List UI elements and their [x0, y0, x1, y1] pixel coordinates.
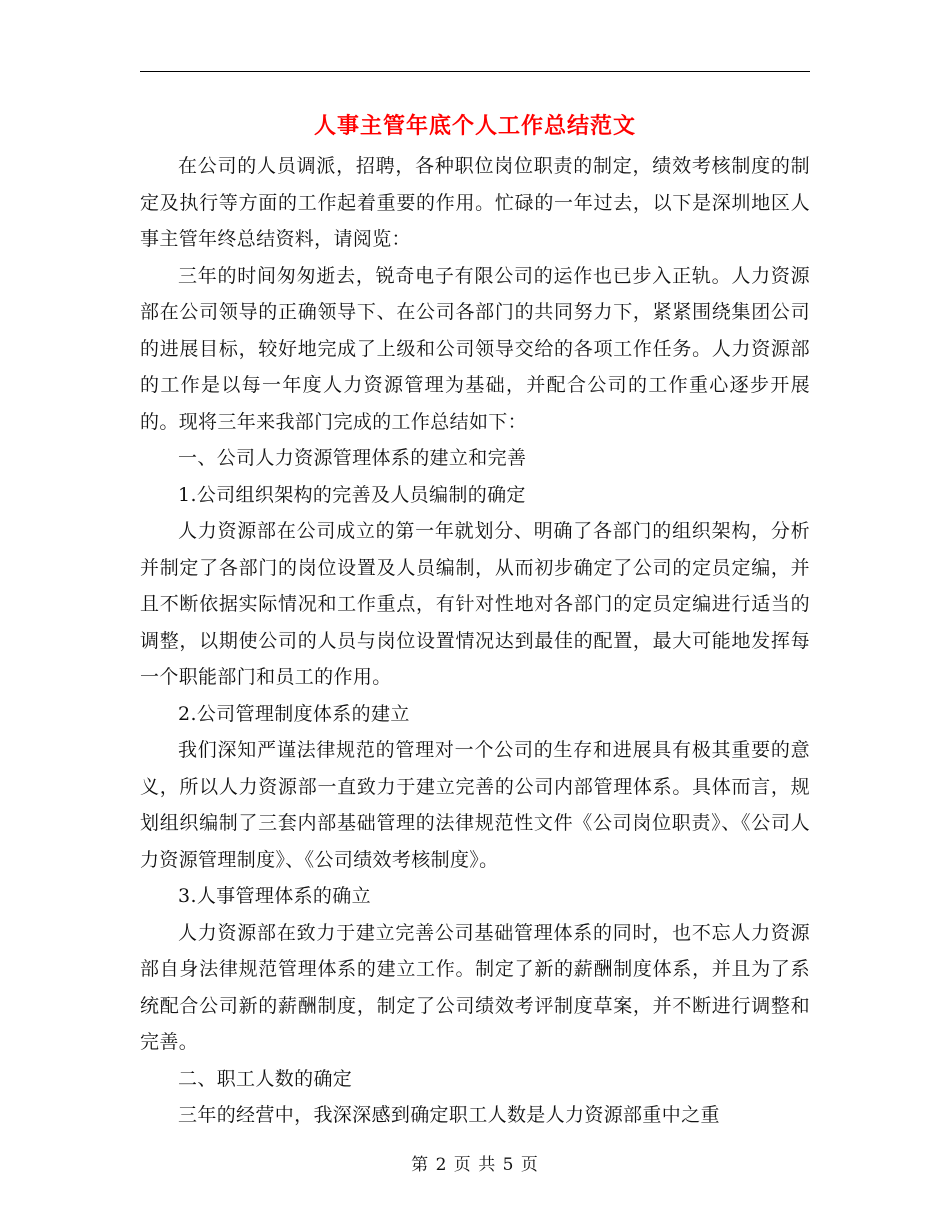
subsection-heading-1-2: 2.公司管理制度体系的建立: [178, 702, 410, 725]
body-paragraph: 人力资源部在公司成立的第一年就划分、明确了各部门的组织架构，分析并制定了各部门的岗位设置及人员编制，从而初步确定了公司的定员定编，并且不断依据实际情况和工作重点，有针对性地对各部门的定员定编进行适当的调整，以期使公司的人员与岗位设置情况达到最佳的配置，最大可能地发挥每一个职能部门和员工的作用。: [140, 520, 810, 688]
document-body: [140, 148, 810, 1134]
document-title: 人事主管年底个人工作总结范文: [313, 113, 636, 139]
page-number-footer: 第 2 页 共 5 页: [411, 1155, 539, 1175]
summary-paragraph: 三年的时间匆匆逝去，锐奇电子有限公司的运作也已步入正轨。人力资源部在公司领导的正确领导下、在公司各部门的共同努力下，紧紧围绕集团公司的进展目标，较好地完成了上级和公司领导交给的各项工作任务。人力资源部的工作是以每一年度人力资源管理为基础，并配合公司的工作重心逐步开展的。现将三年来我部门完成的工作总结如下：: [140, 264, 810, 433]
header-rule: [140, 71, 810, 72]
section-heading-1: 一、公司人力资源管理体系的建立和完善: [178, 447, 527, 469]
body-paragraph: 人力资源部在致力于建立完善公司基础管理体系的同时，也不忘人力资源部自身法律规范管理体系的建立工作。制定了新的薪酬制度体系，并且为了系统配合公司新的薪酬制度，制定了公司绩效考评制度草案，并不断进行调整和完善。: [140, 921, 810, 1053]
subsection-heading-1-1: 1.公司组织架构的完善及人员编制的确定: [178, 483, 526, 506]
body-paragraph: 三年的经营中，我深深感到确定职工人数是人力资源部重中之重: [178, 1104, 720, 1126]
section-heading-2: 二、职工人数的确定: [178, 1067, 353, 1090]
body-paragraph: 我们深知严谨法律规范的管理对一个公司的生存和进展具有极其重要的意义，所以人力资源部一直致力于建立完善的公司内部管理体系。具体而言，规划组织编制了三套内部基础管理的法律规范性文件《公司岗位职责》、《公司人力资源管理制度》、《公司绩效考核制度》。: [140, 739, 810, 871]
subsection-heading-1-3: 3.人事管理体系的确立: [178, 885, 371, 907]
intro-paragraph: 在公司的人员调派，招聘，各种职位岗位职责的制定，绩效考核制度的制定及执行等方面的工作起着重要的作用。忙碌的一年过去，以下是深圳地区人事主管年终总结资料，请阅览：: [140, 155, 810, 250]
